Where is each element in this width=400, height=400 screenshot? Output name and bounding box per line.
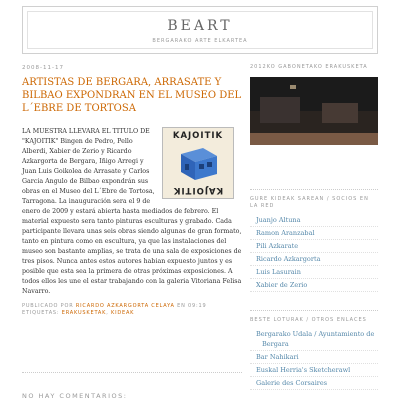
member-link-xabier-de-zerio[interactable]: Xabier de Zerio bbox=[250, 279, 378, 292]
image-caption-top: KAJOITIK bbox=[172, 131, 224, 141]
link-bar-nahikari[interactable]: Bar Nahikari bbox=[250, 351, 378, 364]
exhibition-video[interactable] bbox=[250, 77, 378, 145]
blog-description: BERGARAKO ARTE ELKARTEA bbox=[152, 38, 248, 44]
member-link-ricardo-azkargorta[interactable]: Ricardo Azkargorta bbox=[250, 253, 378, 266]
posted-by-label: PUBLICADO POR bbox=[22, 303, 74, 309]
links-heading: BESTE LOTURAK / OTROS ENLACES bbox=[250, 317, 367, 323]
post-time: EN 09:19 bbox=[177, 303, 207, 309]
label-link-erakusketak[interactable]: ERAKUSKETAK bbox=[61, 310, 107, 316]
labels-label: ETIQUETAS: bbox=[22, 310, 60, 316]
comments-divider bbox=[22, 372, 242, 373]
post-date: 2008-11-17 bbox=[22, 65, 64, 71]
member-link-luis-lasurain[interactable]: Luis Lasurain bbox=[250, 266, 378, 279]
comments-heading: NO HAY COMENTARIOS: bbox=[22, 392, 128, 400]
link-sublabel: Bergara bbox=[262, 340, 289, 348]
post-title[interactable]: ARTISTAS DE BERGARA, ARRASATE Y BILBAO EXPONDRAN EN EL MUSEO DEL L´EBRE DE TORTOSA bbox=[22, 77, 242, 114]
member-link-juanjo-altuna[interactable]: Juanjo Altuna bbox=[250, 214, 378, 227]
links-list bbox=[250, 328, 378, 390]
blue-box-icon bbox=[177, 144, 221, 184]
link-galerie-des-corsaires[interactable]: Galerie des Corsaires bbox=[250, 377, 378, 390]
link-label: Bergarako Udala / Ayuntamiento de bbox=[256, 330, 375, 338]
member-link-pili-azkarate[interactable]: Pili Azkarate bbox=[250, 240, 378, 253]
link-euskal-herria-sketchcrawl[interactable]: Euskal Herria's Sketcherawl bbox=[250, 364, 378, 377]
blog-header bbox=[22, 6, 378, 54]
post-labels-line: ETIQUETAS: ERAKUSKETAK, KIDEAK bbox=[22, 310, 135, 316]
post-meta bbox=[22, 303, 242, 317]
post-author-link[interactable]: RICARDO AZKARGORTA CELAYA bbox=[75, 303, 175, 309]
label-link-kideak[interactable]: KIDEAK bbox=[111, 310, 135, 316]
member-link-ramon-aranzabal[interactable]: Ramon Aranzabal bbox=[250, 227, 378, 240]
video-thumbnail-icon bbox=[250, 77, 378, 145]
sidebar bbox=[250, 64, 378, 390]
post-body-text: LA MUESTRA LLEVARA EL TITULO DE "KAJOITIK" Bingen de Pedro, Pello Alberdi, Xabier de Zerio y Ricardo Azkargorta de Bergara, Iñigo Arregi y Juan Luis Goikolea de Arrasate y Carlos Garcia Angulo de Bilbao expondrán sus obras en el Museo del L´Ebre de Tortosa, Tarragona. La inauguración sera el 9 de enero de 2009 y estará abierta hasta mediados de febrero. El material expuesto sera tanto pinturas esculturas y grabado. Cada participante llevara unas seis obras siendo algunas de gran formato, tanto en pintura como en escultura, ya que las instalaciones del museo son bastante amplias, se trata de una sala de exposiciones de tres pisos. Nunca antes estos autores habian expuesto juntos y es posible que esta sea la primera de otras próximas exposiciones. A todos ellos les une el estar trabajando con la galeria Vitoriana Felisa Navarro. bbox=[22, 128, 242, 295]
members-heading: GURE KIDEAK SAREAN / SOCIOS EN LA RED bbox=[250, 196, 369, 209]
post-author-line bbox=[22, 303, 242, 310]
sidebar-divider-1 bbox=[250, 189, 378, 190]
blog-header-frame bbox=[27, 11, 373, 49]
blog-title[interactable]: BEART bbox=[167, 18, 233, 34]
main-column bbox=[22, 64, 242, 317]
video-heading: 2012KO GABONETAKO ERAKUSKETA bbox=[250, 64, 368, 70]
kajoitik-image[interactable] bbox=[162, 127, 234, 199]
sidebar-divider-2 bbox=[250, 310, 378, 311]
members-list bbox=[250, 214, 378, 292]
link-bergarako-udala[interactable] bbox=[250, 328, 378, 351]
image-caption-bottom: KAJOITIK bbox=[172, 185, 224, 195]
post-body bbox=[22, 127, 242, 297]
